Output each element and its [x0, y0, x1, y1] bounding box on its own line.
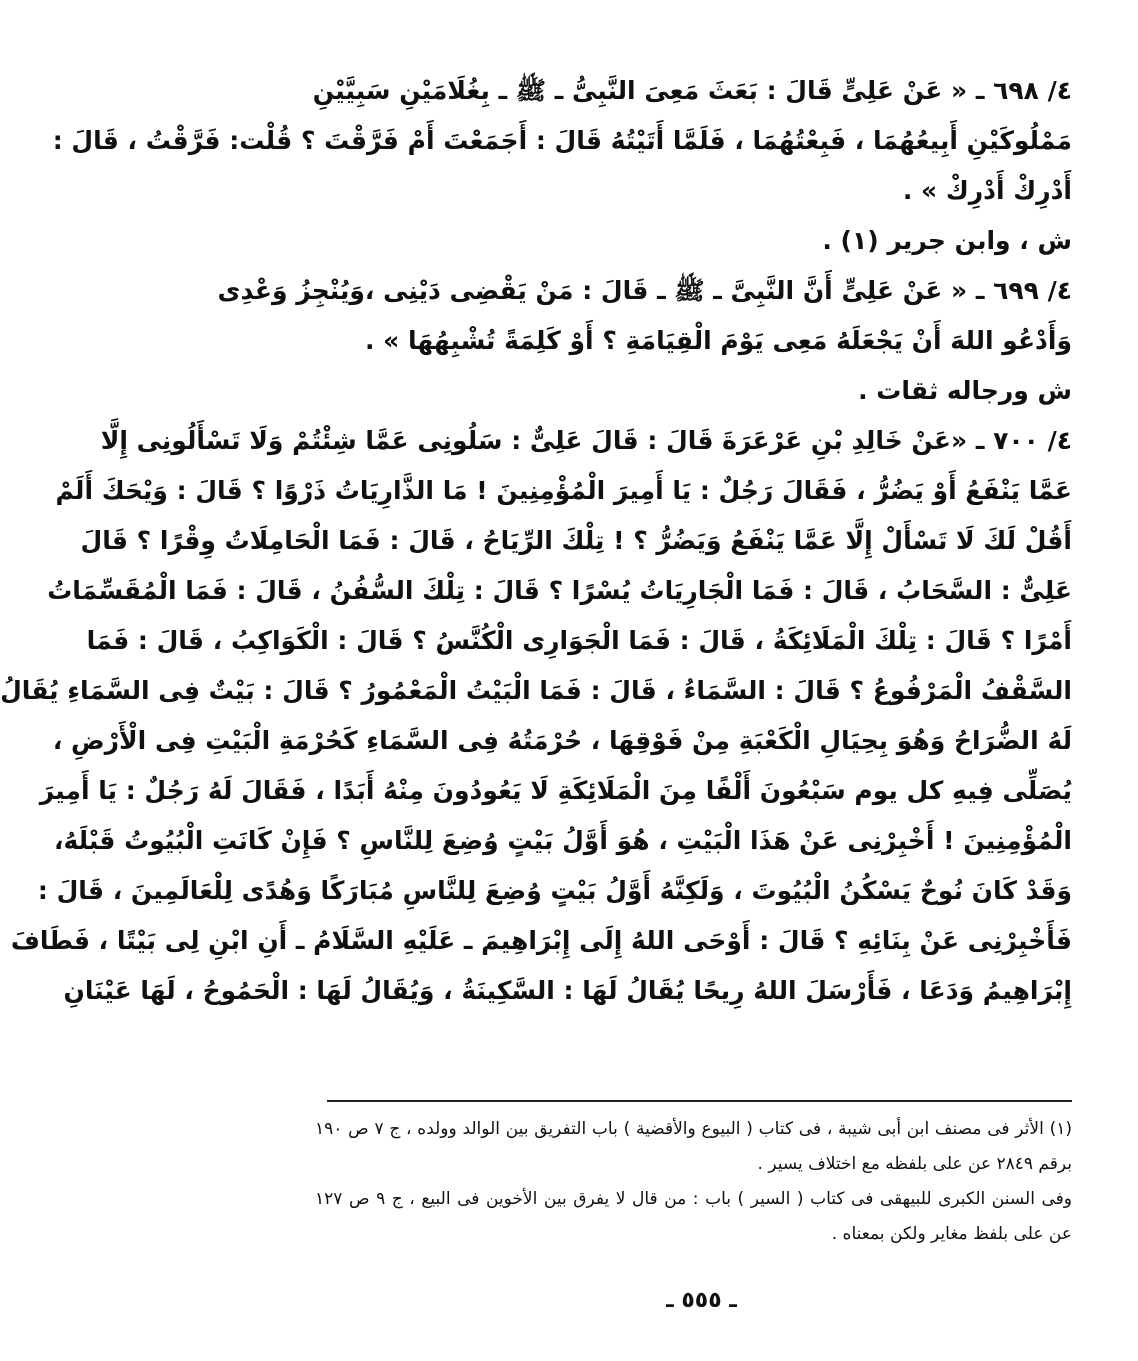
source-note: ش ورجاله ثقات .	[858, 376, 1072, 405]
text-line: فَأَخْبِرْنِى عَنْ بِنَائِهِ ؟ قَالَ : أَوْحَى اللهُ إِلَى إِبْرَاهِيمَ ـ عَلَيْهِ السَّلَامُ ـ أَنِ ابْنِ لِى بَيْتًا ، فَطَافَ	[10, 926, 1072, 955]
text-line: وَأَدْعُو اللهَ أَنْ يَجْعَلَهُ مَعِى يَوْمَ الْقِيَامَةِ ؟ أَوْ كَلِمَةً تُشْبِهُهَا » .	[364, 326, 1072, 355]
text-line: ٤/ ٦٩٩ ـ « عَنْ عَلِىٍّ أَنَّ النَّبِىَّ ـ ﷺ ـ قَالَ : مَنْ يَقْضِى دَيْنِى ،وَيُنْجِزُ وَعْدِى	[217, 276, 1072, 305]
text-line: أَقُلْ لَكَ لَا تَسْأَلْ إِلَّا عَمَّا يَنْفَعُ وَيَضُرُّ ؟ ! تِلْكَ الرِّيَاحُ ، قَالَ : فَمَا الْحَامِلَاتُ وِقْرًا ؟ قَالَ	[80, 526, 1072, 555]
main-text	[0, 66, 1072, 1016]
text-line: ٤/ ٦٩٨ ـ « عَنْ عَلِىٍّ قَالَ : بَعَثَ مَعِىَ النَّبِىُّ ـ ﷺ ـ بِغُلَامَيْنِ سَبِيَّيْنِ	[312, 76, 1072, 105]
text-line: أَدْرِكْ أَدْرِكْ » .	[902, 176, 1072, 205]
footnote-line: برقم ٢٨٤٩ عن على بلفظه مع اختلاف يسير .	[757, 1154, 1072, 1174]
source-note: ش ، وابن جرير (١) .	[822, 226, 1072, 255]
text-line: الْمُؤْمِنِينَ ! أَخْبِرْنِى عَنْ هَذَا الْبَيْتِ ، هُوَ أَوَّلُ بَيْتٍ وُضِعَ لِلنَّاسِ ؟ فَإِنْ كَانَتِ الْبُيُوتُ قَبْلَهُ،	[53, 826, 1072, 855]
footnotes	[315, 1112, 1072, 1252]
text-line: أَمْرًا ؟ قَالَ : تِلْكَ الْمَلَائِكَةُ ، قَالَ : فَمَا الْجَوَارِى الْكُنَّسُ ؟ قَالَ : الْكَوَاكِبُ ، قَالَ : فَمَا	[86, 626, 1072, 655]
text-line: ٤/ ٧٠٠ ـ «عَنْ خَالِدِ بْنِ عَرْعَرَةَ قَالَ : قَالَ عَلِىٌّ : سَلُونِى عَمَّا شِئْتُمْ وَلَا تَسْأَلُونِى إِلَّا	[100, 426, 1072, 455]
page-number: ـ ٥٥٥ ـ	[666, 1288, 737, 1313]
text-line: السَّقْفُ الْمَرْفُوعُ ؟ قَالَ : السَّمَاءُ ، قَالَ : فَمَا الْبَيْتُ الْمَعْمُورُ ؟ قَالَ : بَيْتٌ فِى السَّمَاءِ يُقَالُ	[0, 676, 1072, 705]
text-line: يُصَلِّى فِيهِ كل يوم سَبْعُونَ أَلْفًا مِنَ الْمَلَائِكَةِ لَا يَعُودُونَ مِنْهُ أَبَدًا ، فَقَالَ لَهُ رَجُلٌ : يَا أَمِيرَ	[39, 776, 1072, 805]
footnote-line: عن على بلفظ مغاير ولكن بمعناه .	[831, 1224, 1072, 1244]
text-line: عَلِىٌّ : السَّحَابُ ، قَالَ : فَمَا الْجَارِيَاتُ يُسْرًا ؟ قَالَ : تِلْكَ السُّفُنُ ، قَالَ : فَمَا الْمُقَسِّمَاتُ	[47, 576, 1072, 605]
text-line: إِبْرَاهِيمُ وَدَعَا ، فَأَرْسَلَ اللهُ رِيحًا يُقَالُ لَهَا : السَّكِينَةُ ، وَيُقَالُ لَهَا : الْحَمُوحُ ، لَهَا عَيْنَانِ	[63, 976, 1072, 1005]
footnote-divider	[327, 1100, 1072, 1102]
text-line: مَمْلُوكَيْنِ أَبِيعُهُمَا ، فَبِعْتُهُمَا ، فَلَمَّا أَتَيْتُهُ قَالَ : أَجَمَعْتَ أَمْ فَرَّقْتَ ؟ قُلْت: فَرَّقْتُ ، قَالَ :	[52, 126, 1072, 155]
text-line: وَقَدْ كَانَ نُوحٌ يَسْكُنُ الْبُيُوتَ ، وَلَكِنَّهُ أَوَّلُ بَيْتٍ وُضِعَ لِلنَّاسِ مُبَارَكًا وَهُدًى لِلْعَالَمِينَ ، قَالَ :	[37, 876, 1072, 905]
footnote-line: (١) الأثر فى مصنف ابن أبى شيبة ، فى كتاب ( البيوع والأقضية ) باب التفريق بين الوالد وولده ، ج ٧ ص ١٩٠	[315, 1119, 1072, 1139]
text-line: عَمَّا يَنْفَعُ أَوْ يَضُرُّ ، فَقَالَ رَجُلٌ : يَا أَمِيرَ الْمُؤْمِنِينَ ! مَا الذَّارِيَاتُ ذَرْوًا ؟ قَالَ : وَيْحَكَ أَلَمْ	[55, 476, 1072, 505]
footnote-line: وفى السنن الكبرى للبيهقى فى كتاب ( السير ) باب : من قال لا يفرق بين الأخوين فى البيع ، ج ٩ ص ١٢٧	[315, 1189, 1072, 1209]
text-line: لَهُ الضُّرَاحُ وَهُوَ بِحِيَالِ الْكَعْبَةِ مِنْ فَوْقِهَا ، حُرْمَتُهُ فِى السَّمَاءِ كَحُرْمَةِ الْبَيْتِ فِى الْأَرْضِ ،	[52, 726, 1072, 755]
